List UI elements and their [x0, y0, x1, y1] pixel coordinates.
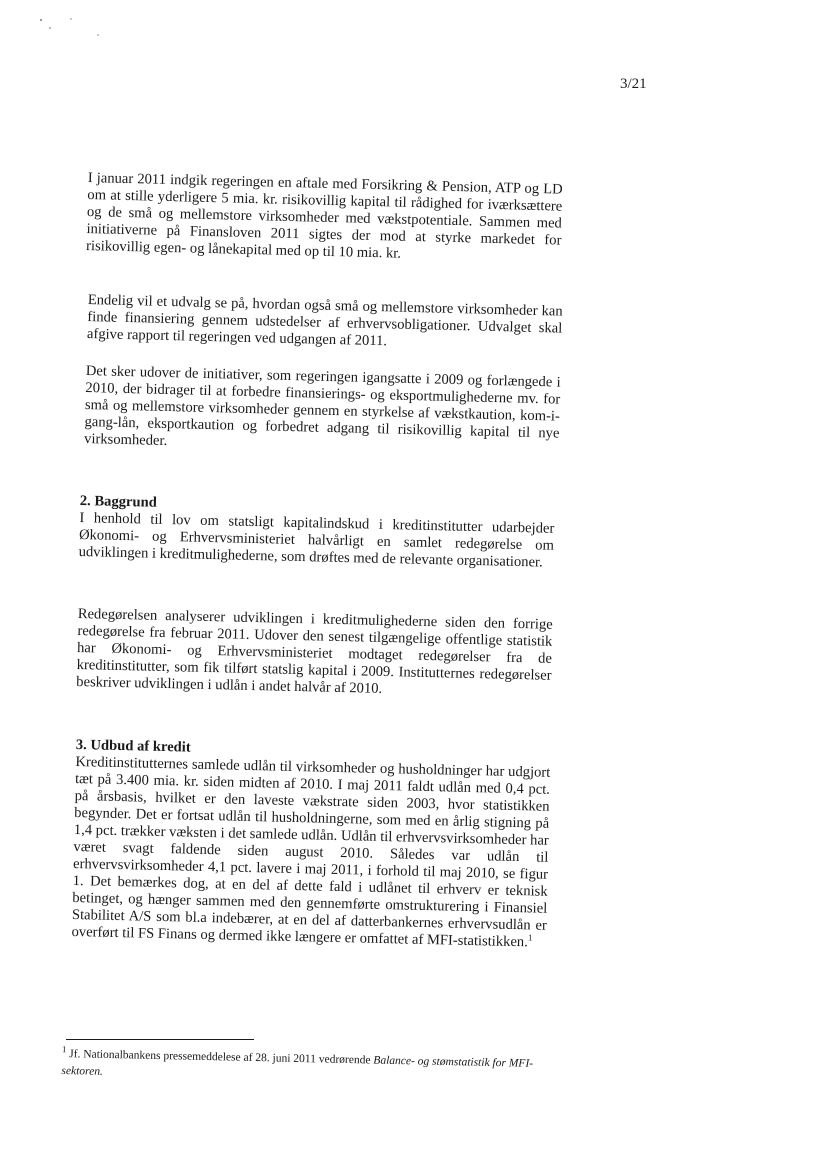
- paragraph-text: Endelig vil et udvalg se på, hvordan også små og mellemstore virksomheder kan finde finansiering gennem udstedelser af erhvervsobligationer. Udvalget skal afgive rapport til regeringen ved udgangen af 2011.: [86, 292, 563, 350]
- paragraph-body: Kreditinstitutternes samlede udlån til virksomheder og husholdninger har udgjort tæt på 3.400 mia. kr. siden midten af 2010. I maj 2011 faldt udlån med 0,4 pct. på årsbasis, hvilket er den laveste vækstrate siden 2003, hvor statistikken begynder. Det er fortsat udlån til husholdningerne, som med en årlig stigning på 1,4 pct. trækker væksten i det samlede udlån. Udlån til erhvervsvirksomheder har været svagt faldende siden august 2010. Således var udlån til erhvervsvirksomheder 4,1 pct. lavere i maj 2011, i forhold til maj 2010, se figur 1. Det bemærkes dog, at en del af dette fald i udlånet til erhverv er teknisk betinget, og hænger sammen med den gennemførte omstrukturering i Finansiel Stabilitet A/S som bl.a indebærer, at en del af datterbankernes erhvervsudlån er overført til FS Finans og dermed ikke længere er omfattet af MFI-statistikken.: [71, 753, 551, 951]
- section-baggrund: [78, 493, 554, 572]
- paragraph-initiative-agreement: [86, 170, 563, 267]
- paragraph-redegoerelse: [76, 606, 553, 702]
- scan-specks: [38, 16, 118, 46]
- section-udbud-af-kredit: [71, 737, 551, 952]
- paragraph-prior-initiatives: [84, 363, 561, 460]
- footnote-title: Balance- og stømstatistik for MFI-sektoren.: [61, 1054, 534, 1078]
- paragraph-text: Redegørelsen analyserer udviklingen i kreditmulighederne siden den forrige redegørelse fra februar 2011. Udover den senest tilgængelige offentlige statistik har Økonomi- og Erhvervsministeriet modtaget redegørelser fra de kreditinstitutter, som fik tilført statslig kapital i 2009. Institutternes redegørelser beskriver udviklingen i udlån i andet halvår af 2010.: [76, 606, 553, 697]
- footnote-text: Jf. Nationalbankens pressemeddelese af 28. juni 2011 vedrørende: [69, 1048, 371, 1067]
- paragraph-text: Det sker udover de initiativer, som regeringen igangsatte i 2009 og forlængede i 2010, der bidrager til at forbedre finansierings- og eksportmulighederne mv. for små og mellemstore virksomheder gennem en styrkelse af vækstkaution, kom-i-gang-lån, eksportkaution og forbedret adgang til risikovillig kapital til nye virksomheder.: [83, 363, 561, 450]
- paragraph-text: [71, 754, 550, 952]
- section-heading: 2. Baggrund: [79, 493, 158, 511]
- footnote-divider: [66, 1039, 254, 1040]
- page-number: 3/21: [620, 76, 647, 92]
- section-heading: 3. Udbud af kredit: [75, 737, 191, 756]
- paragraph-committee: [87, 292, 563, 355]
- paragraph-text: I januar 2011 indgik regeringen en aftale med Forsikring & Pension, ATP og LD om at stille yderligere 5 mia. kr. risikovillig kapital til rådighed for iværksættere og de små og mellemstore virksomheder med vækstpotentiale. Sammen med initiativerne på Finansloven 2011 sigtes der mod at styrke markedet for risikovillig egen- og lånekapital med op til 10 mia. kr.: [85, 170, 563, 262]
- footnote-reference[interactable]: 1: [527, 932, 533, 943]
- footnote-marker: 1: [61, 1044, 67, 1055]
- paragraph-text: I henhold til lov om statsligt kapitalindskud i kreditinstitutter udarbejder Økonomi- og Erhvervsministeriet halvårligt en samlet redegørelse om udviklingen i kreditmulighederne, som drøftes med de relevante organisationer.: [78, 509, 555, 571]
- footnote: [61, 1046, 542, 1090]
